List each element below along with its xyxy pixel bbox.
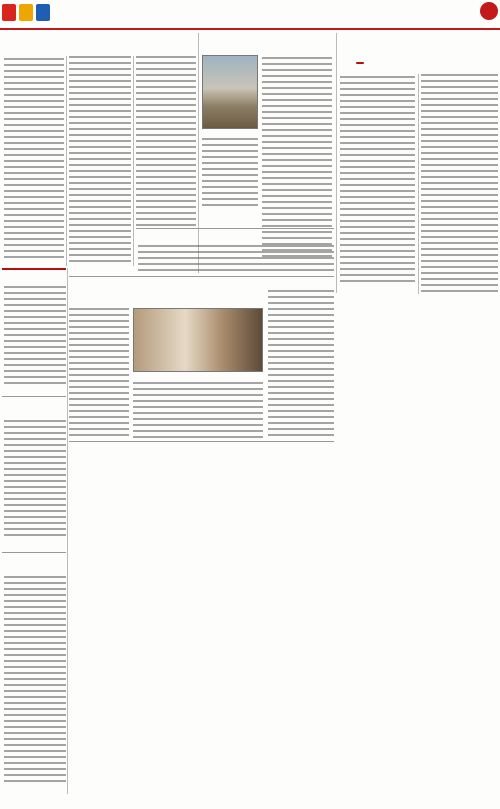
- article-text: [4, 576, 66, 786]
- page-header: [0, 0, 500, 30]
- article-text: [69, 56, 131, 266]
- subhead-s3: [356, 62, 364, 64]
- article-text: [133, 382, 263, 438]
- article-text: [4, 58, 64, 258]
- article-text: [4, 286, 66, 386]
- tab-bahraich[interactable]: [19, 4, 33, 21]
- tab-gonda[interactable]: [36, 4, 50, 21]
- article-text: [421, 74, 498, 294]
- article-text: [4, 420, 66, 540]
- page-number: [480, 2, 498, 20]
- article-text: [138, 245, 334, 273]
- district-tabs: [2, 4, 50, 21]
- article-text: [262, 57, 332, 257]
- photo-award: [133, 308, 263, 372]
- photo-panchayat-bhavan: [202, 55, 258, 129]
- article-text: [340, 76, 415, 286]
- article-text: [202, 138, 258, 208]
- article-text: [136, 56, 196, 226]
- tab-ambedkarnagar[interactable]: [2, 4, 16, 21]
- article-text: [268, 290, 334, 438]
- article-text: [69, 308, 129, 438]
